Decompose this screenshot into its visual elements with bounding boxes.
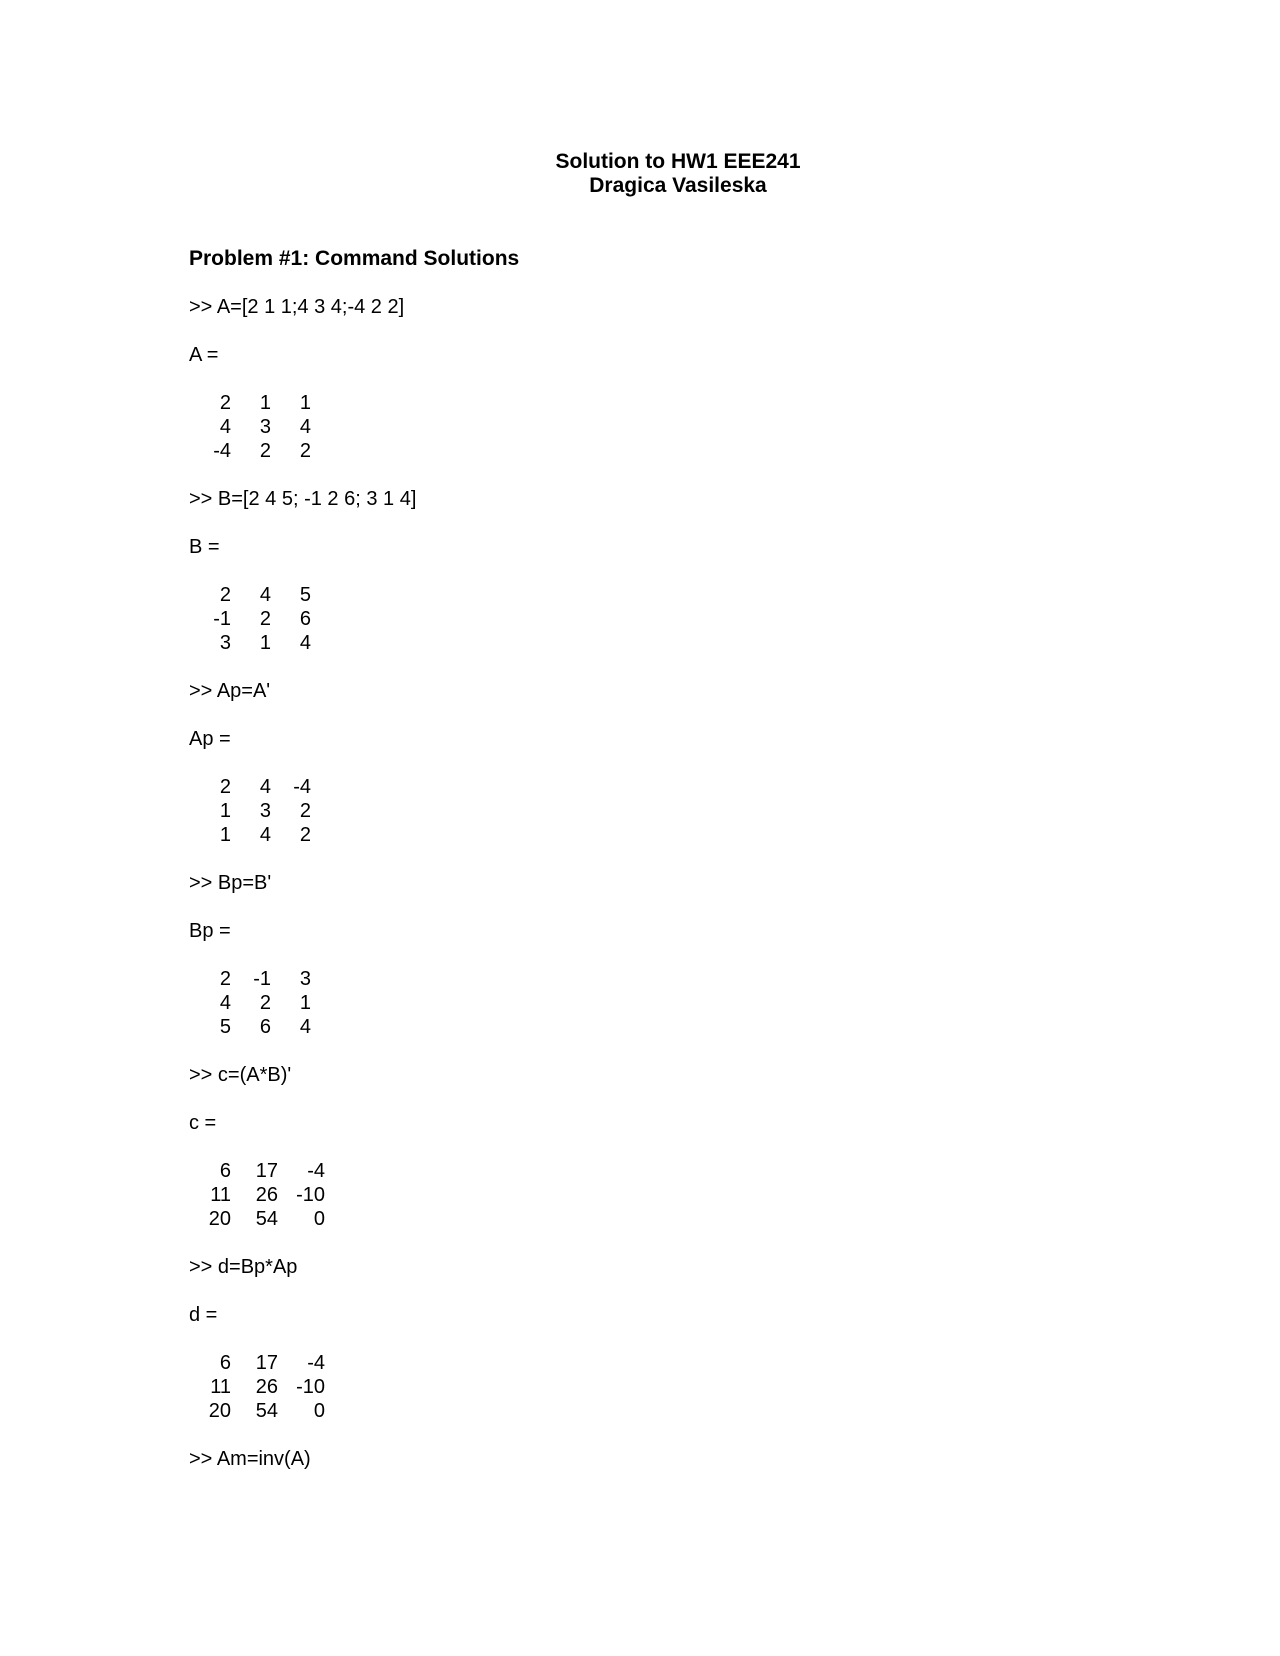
matrix-cell: -4 [307, 1160, 325, 1182]
matrix-cell: 6 [219, 1352, 231, 1374]
matrix-cell: 2 [219, 392, 231, 414]
matrix-cell: 4 [299, 632, 311, 654]
result-label: d = [189, 1304, 218, 1326]
matrix-row [189, 823, 311, 847]
matrix-cell: 26 [255, 1376, 278, 1398]
matrix-cell: 2 [299, 824, 311, 846]
matrix-cell: 1 [219, 800, 231, 822]
matrix-cell: 4 [259, 824, 271, 846]
matrix-cell: 5 [299, 584, 311, 606]
matrix-row [189, 799, 311, 823]
matrix-cell: 2 [219, 776, 231, 798]
command-line: >> A=[2 1 1;4 3 4;-4 2 2] [189, 296, 405, 318]
result-matrix [189, 1159, 325, 1231]
matrix-row [189, 1207, 325, 1231]
title-line: Solution to HW1 EEE241 [555, 150, 801, 173]
matrix-cell: -1 [253, 968, 271, 990]
result-label: Ap = [189, 728, 231, 750]
matrix-row [189, 1375, 325, 1399]
matrix-row [189, 391, 311, 415]
matrix-cell: 1 [259, 632, 271, 654]
result-label: A = [189, 344, 219, 366]
matrix-cell: -1 [213, 608, 231, 630]
matrix-cell: 11 [210, 1376, 231, 1398]
document-title [0, 150, 1280, 198]
matrix-cell: 20 [208, 1400, 231, 1422]
matrix-row [189, 991, 311, 1015]
matrix-row [189, 583, 311, 607]
command-line: >> B=[2 4 5; -1 2 6; 3 1 4] [189, 488, 417, 510]
matrix-cell: -4 [213, 440, 231, 462]
matrix-cell: 6 [259, 1016, 271, 1038]
matrix-row [189, 967, 311, 991]
matrix-row [189, 607, 311, 631]
matrix-row [189, 1351, 325, 1375]
result-matrix [189, 775, 311, 847]
matrix-cell: 4 [299, 416, 311, 438]
result-label: B = [189, 536, 220, 558]
matrix-cell: 2 [259, 608, 271, 630]
command-line: >> d=Bp*Ap [189, 1256, 298, 1278]
matrix-cell: 5 [219, 1016, 231, 1038]
matrix-cell: 1 [259, 392, 271, 414]
matrix-cell: 0 [313, 1400, 325, 1422]
matrix-cell: 3 [299, 968, 311, 990]
matrix-cell: -10 [296, 1184, 325, 1206]
matrix-row [189, 415, 311, 439]
matrix-cell: 4 [219, 416, 231, 438]
matrix-row [189, 439, 311, 463]
matrix-cell: 4 [299, 1016, 311, 1038]
matrix-row [189, 631, 311, 655]
matrix-cell: 3 [259, 416, 271, 438]
command-line: >> c=(A*B)' [189, 1064, 292, 1086]
result-matrix [189, 967, 311, 1039]
result-matrix [189, 583, 311, 655]
matrix-cell: -4 [293, 776, 311, 798]
command-line: >> Ap=A' [189, 680, 271, 702]
matrix-cell: 54 [255, 1208, 278, 1230]
matrix-row [189, 775, 311, 799]
matrix-cell: 3 [219, 632, 231, 654]
matrix-cell: 1 [219, 824, 231, 846]
matrix-cell: 6 [299, 608, 311, 630]
matrix-cell: 11 [210, 1184, 231, 1206]
matrix-cell: 17 [255, 1160, 278, 1182]
matrix-cell: 2 [299, 800, 311, 822]
author-line: Dragica Vasileska [589, 174, 767, 197]
matrix-cell: 0 [313, 1208, 325, 1230]
matrix-cell: 1 [299, 392, 311, 414]
matrix-cell: 54 [255, 1400, 278, 1422]
matrix-cell: 1 [299, 992, 311, 1014]
matrix-cell: 4 [259, 776, 271, 798]
matrix-cell: 26 [255, 1184, 278, 1206]
matrix-cell: 4 [259, 584, 271, 606]
result-label: c = [189, 1112, 217, 1134]
matrix-cell: -10 [296, 1376, 325, 1398]
matrix-row [189, 1015, 311, 1039]
matrix-cell: 2 [219, 584, 231, 606]
matrix-cell: 2 [259, 992, 271, 1014]
matrix-row [189, 1159, 325, 1183]
problem-heading: Problem #1: Command Solutions [189, 247, 520, 270]
matrix-cell: 4 [219, 992, 231, 1014]
matrix-cell: 20 [208, 1208, 231, 1230]
matrix-cell: 6 [219, 1160, 231, 1182]
matrix-cell: 17 [255, 1352, 278, 1374]
result-label: Bp = [189, 920, 231, 942]
matrix-cell: -4 [307, 1352, 325, 1374]
matrix-cell: 2 [299, 440, 311, 462]
matrix-cell: 2 [219, 968, 231, 990]
matrix-cell: 3 [259, 800, 271, 822]
command-line: >> Am=inv(A) [189, 1448, 311, 1470]
matrix-row [189, 1399, 325, 1423]
matrix-row [189, 1183, 325, 1207]
matrix-cell: 2 [259, 440, 271, 462]
command-line: >> Bp=B' [189, 872, 272, 894]
result-matrix [189, 1351, 325, 1423]
result-matrix [189, 391, 311, 463]
